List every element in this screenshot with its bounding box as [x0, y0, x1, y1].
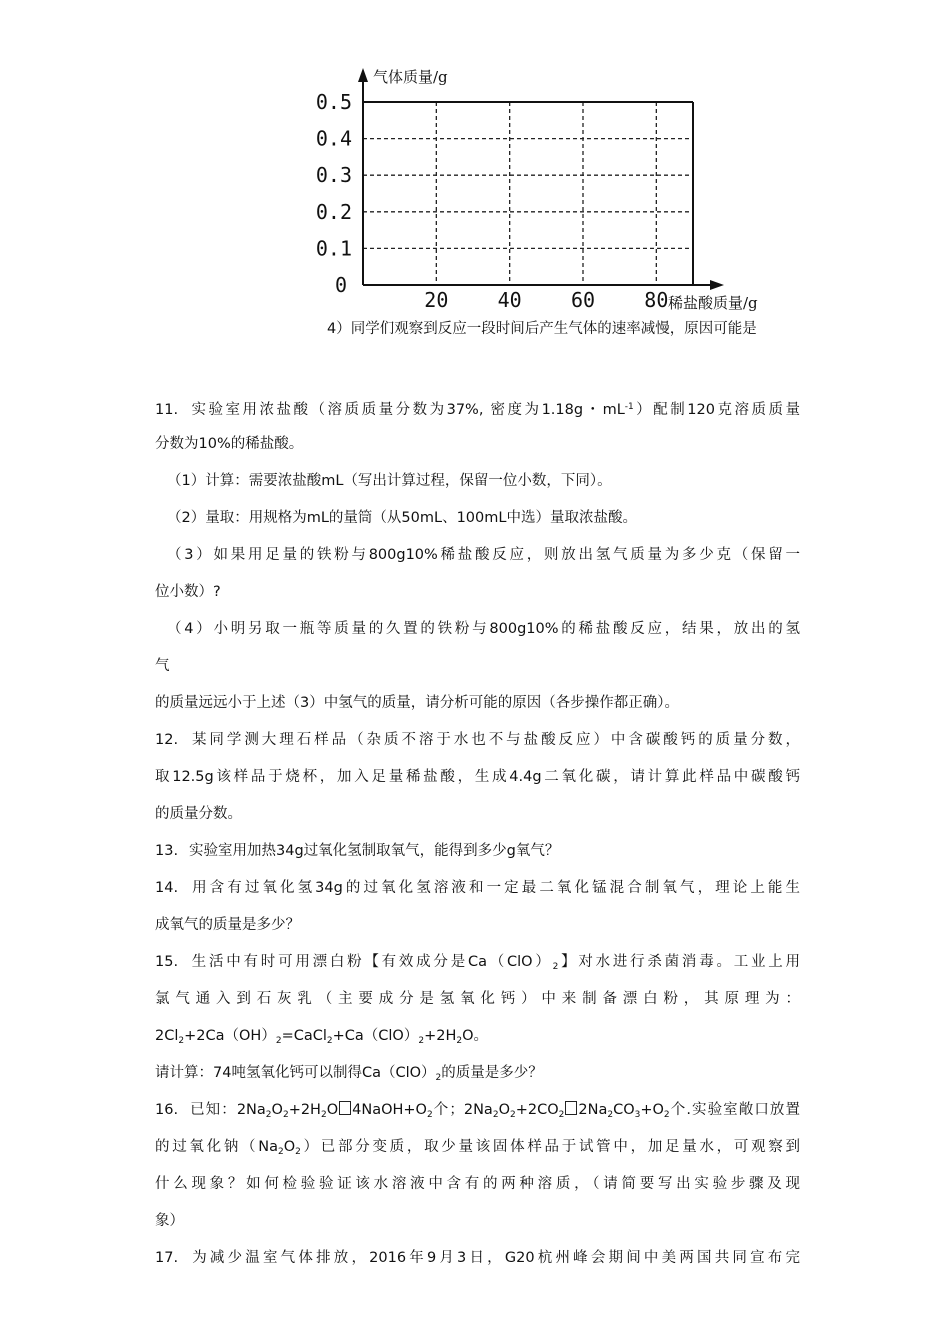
missing-glyph-icon: [339, 1101, 351, 1115]
q16-number: 16.: [155, 1102, 179, 1118]
q16-line-3: 什么现象？如何检验验证该水溶液中含有的两种溶质，（请简要写出实验步骤及现: [155, 1176, 800, 1192]
x-tick-label: 40: [497, 288, 522, 312]
x-tick-label: 60: [570, 288, 596, 312]
q11-part-2: （2）量取：用规格为mL的量筒（从50mL、100mL中选）量取浓盐酸。: [167, 510, 637, 526]
q15-number: 15.: [155, 954, 179, 970]
question-list: [155, 389, 800, 1277]
chart-note: 4）同学们观察到反应一段时间后产生气体的速率减慢，原因可能是: [327, 321, 757, 337]
y-tick-label: 0.3: [315, 163, 352, 188]
q11-part-4: （4）小明另取一瓶等质量的久置的铁粉与800g10%的稀盐酸反应，结果，放出的氢: [167, 621, 800, 637]
q12-number: 12.: [155, 732, 179, 748]
x-tick-label: 80: [644, 288, 669, 312]
q17-line-1: 17. 为减少温室气体排放，2016年9月3日，G20杭州峰会期间中美两国共同宣布完: [155, 1240, 800, 1277]
q12-line-1: 12. 某同学测大理石样品（杂质不溶于水也不与盐酸反应）中含碳酸钙的质量分数，: [155, 722, 800, 759]
q17-number: 17.: [155, 1250, 179, 1266]
q13-number: 13.: [155, 843, 179, 859]
q14-line-1: 14. 用含有过氧化氢34g的过氧化氢溶液和一定最二氧化锰混合制氧气，理论上能生: [155, 870, 800, 907]
y-tick-label: 0.1: [315, 236, 352, 261]
y-tick-label: 0.4: [315, 126, 352, 151]
chart-svg: [300, 62, 780, 322]
origin-label: 0: [334, 273, 347, 297]
q11-line-1: 11. 实验室用浓盐酸（溶质质量分数为37%, 密度为1.18g・$mL^{-1}$）配制120克溶质质量: [155, 389, 800, 426]
q13-line-1: 13. 实验室用加热34g过氧化氢制取氧气，能得到多少g氧气？: [155, 833, 800, 870]
y-tick-label: 0.2: [315, 199, 352, 224]
q11-part-3: （3）如果用足量的铁粉与800g10%稀盐酸反应，则放出氢气质量为多少克（保留一: [167, 547, 800, 563]
missing-glyph-icon: [565, 1101, 577, 1115]
q12-line-2: 取12.5g该样品于烧杯，加入足量稀盐酸，生成4.4g二氧化碳，请计算此样品中碳酸钙: [155, 769, 800, 785]
q15-line-2: 氯气通入到石灰乳（主要成分是氢氧化钙）中来制备漂白粉，其原理为：: [155, 991, 800, 1007]
q11-line-2: 分数为10%的稀盐酸。: [155, 436, 304, 452]
q12-line-3: 的质量分数。: [155, 806, 242, 822]
q16-line-4: 象）: [155, 1213, 184, 1229]
q11-part-4-cont: 气: [155, 658, 170, 674]
y-axis-label: 气体质量/g: [373, 68, 448, 86]
q15-equation: $2Cl_2+2Ca(OH)_2=CaCl_2+Ca(ClO)_2+2H_2O$。: [155, 1028, 489, 1046]
q15-calc: 请计算：74吨氢氧化钙可以制得$Ca(ClO)_2$的质量是多少？: [155, 1065, 543, 1083]
y-axis-arrow: [358, 68, 368, 82]
y-tick-label: 0.5: [315, 90, 352, 114]
q11-part-1: （1）计算：需要浓盐酸mL（写出计算过程，保留一位小数，下同）。: [167, 473, 612, 489]
x-axis-label: 稀盐酸质量/g: [668, 294, 758, 312]
q11-number: 11.: [155, 402, 179, 418]
x-axis-arrow: [710, 280, 724, 290]
q11-part-3-cont: 位小数）?: [155, 584, 221, 600]
x-tick-label: 20: [424, 288, 449, 312]
gas-mass-chart: [300, 62, 780, 322]
q14-line-2: 成氧气的质量是多少？: [155, 917, 300, 933]
q16-line-1: 16. 已知：$2Na_2O_2+2H_2O$ $4NaOH+O_2$个；$2Na_2O_2+2CO_2$ $2Na_2CO_3+O_2$个.实验室敞口放置: [155, 1092, 800, 1129]
q14-number: 14.: [155, 880, 179, 896]
q11-part-4-cont-2: 的质量远远小于上述（3）中氢气的质量，请分析可能的原因（各步操作都正确）。: [155, 695, 679, 711]
q16-line-2: 的过氧化钠$(Na_2O_2)$已部分变质，取少量该固体样品于试管中，加足量水，可观察到: [155, 1139, 800, 1157]
q15-line-1: 15. 生活中有时可用漂白粉【有效成分是$Ca(ClO)_2$】对水进行杀菌消毒。工业上用: [155, 944, 800, 981]
